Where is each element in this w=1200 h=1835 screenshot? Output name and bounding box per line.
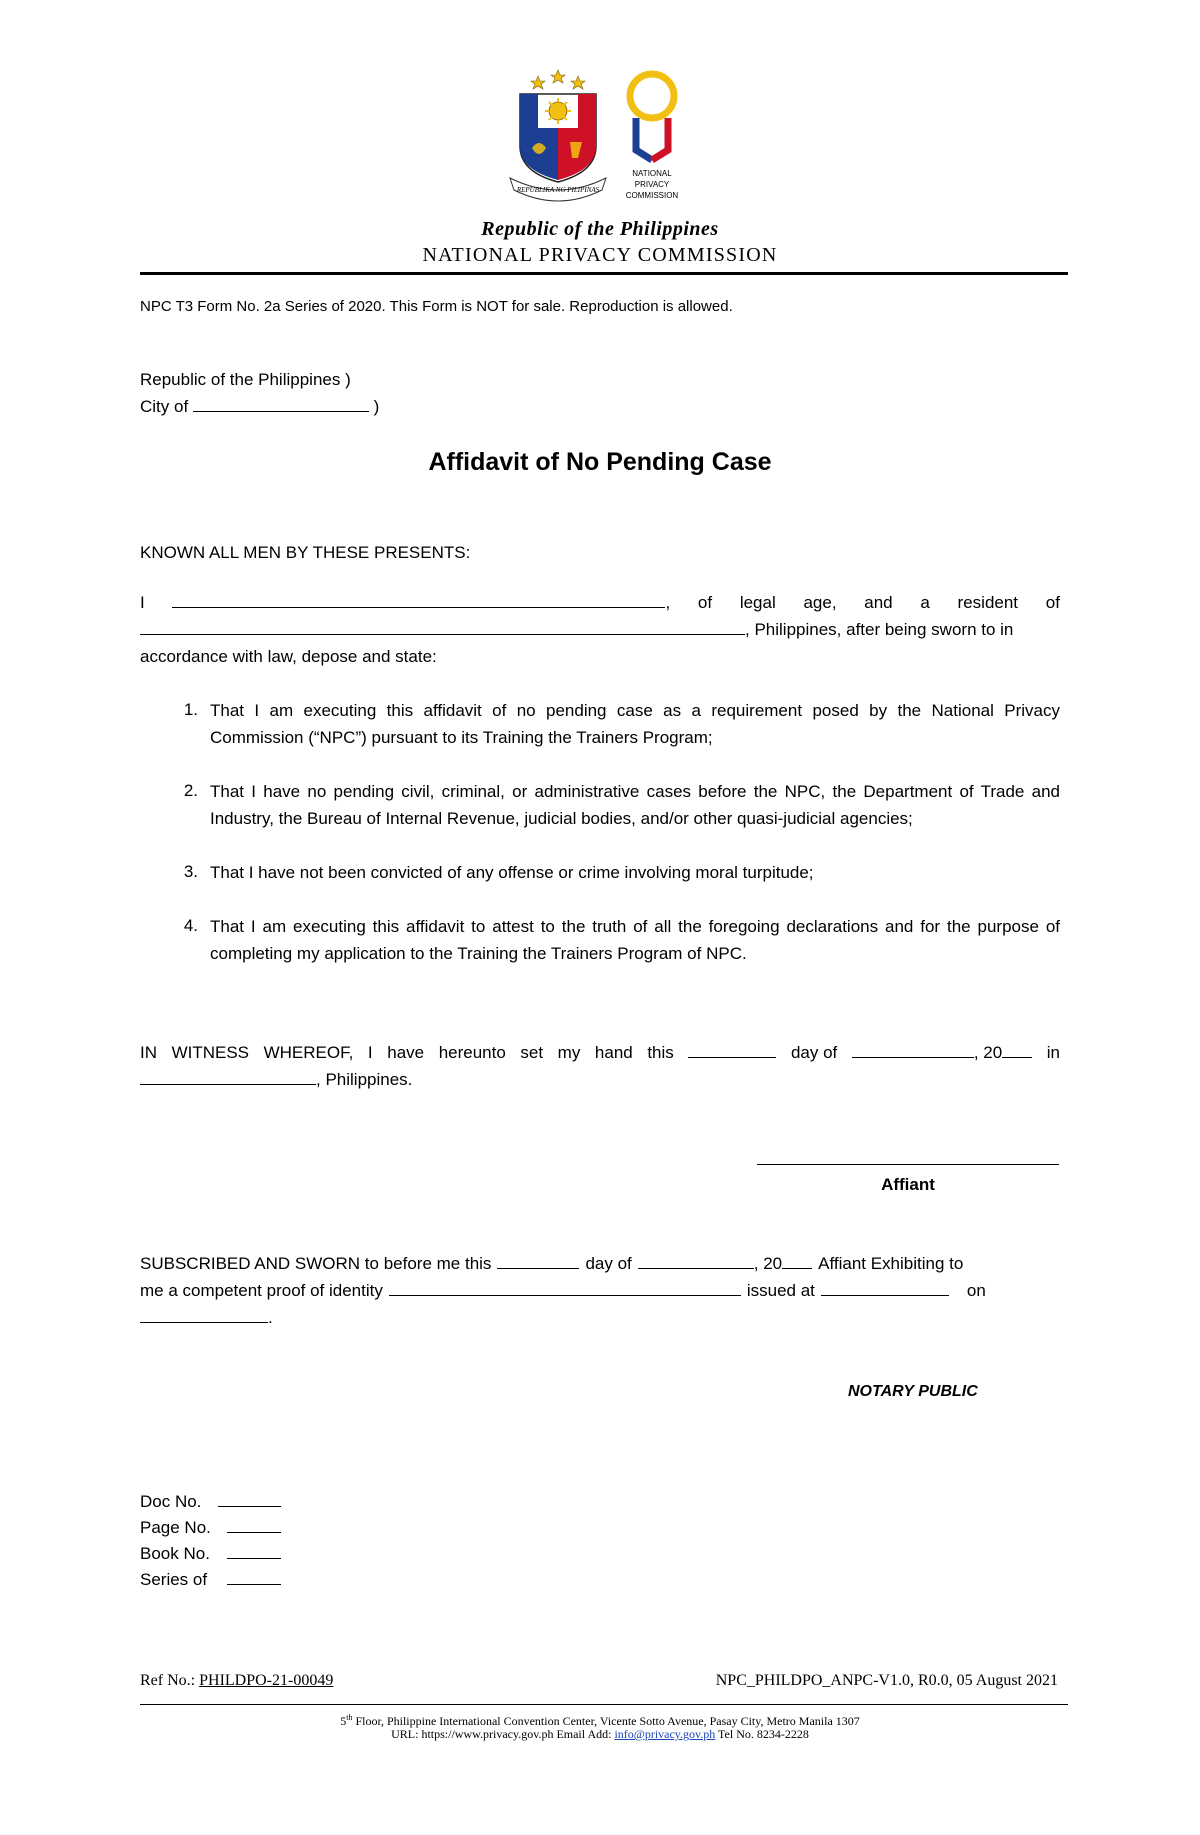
header-logos [508, 68, 698, 210]
clause-text: That I have no pending civil, criminal, or administrative cases before the NPC, the Department of Trade and Industry, the Bureau of Internal Revenue, judicial bodies, and/or other quasi-judicial agencies; [210, 782, 1060, 828]
known-all-men: KNOWN ALL MEN BY THESE PRESENTS: [140, 543, 471, 562]
record-label: Series of [140, 1570, 208, 1589]
witness-day-of: day of [790, 1043, 838, 1062]
sworn-line-2 [140, 1278, 1060, 1305]
witness-word: WHEREOF, [263, 1043, 354, 1062]
clause-item [140, 913, 1060, 967]
address-text: Floor, Philippine International Convention Center, Vicente Sotto Avenue, Pasay City, Metro Manila 1307 [352, 1714, 860, 1728]
clause-text: That I am executing this affidavit of no pending case as a requirement posed by the National Privacy Commission (“NPC”) pursuant to its Training the Trainers Program; [210, 701, 1060, 747]
record-field[interactable] [227, 1516, 281, 1533]
clause-number: 1. [183, 700, 198, 719]
witness-line-2 [140, 1067, 1060, 1094]
record-label: Page No. [140, 1518, 211, 1537]
record-line-doc [140, 1489, 281, 1515]
intro-word: age, [803, 593, 837, 612]
sworn-end: . [268, 1308, 273, 1327]
intro-paragraph [140, 590, 1060, 670]
witness-word: WITNESS [171, 1043, 250, 1062]
header-divider [140, 272, 1068, 275]
witness-word: I [367, 1043, 373, 1062]
website-text: URL: https://www.privacy.gov.ph Email Add: [391, 1727, 612, 1741]
floor-suffix: th [346, 1713, 353, 1722]
notarial-record [140, 1489, 281, 1593]
record-line-series [140, 1567, 281, 1593]
witness-in: in [1046, 1043, 1060, 1062]
republic-heading: Republic of the Philippines [481, 218, 719, 240]
floor-number: 5 [340, 1714, 347, 1728]
witness-place-field[interactable] [140, 1068, 316, 1085]
ref-label: Ref No.: [140, 1672, 196, 1689]
footer-divider [140, 1704, 1068, 1705]
witness-word: hand [594, 1043, 633, 1062]
sworn-on: on [966, 1281, 986, 1300]
intro-word: resident [957, 593, 1019, 612]
clause-number: 4. [183, 916, 198, 935]
sworn-line-3 [140, 1305, 1060, 1332]
clause-item [140, 859, 1060, 886]
sworn-paragraph [140, 1251, 1060, 1332]
clause-number: 2. [183, 781, 198, 800]
issued-at-field[interactable] [821, 1279, 949, 1296]
venue-republic-line: Republic of the Philippines ) [140, 370, 351, 389]
svg-text:REPUBLIKA NG PILIPINAS: REPUBLIKA NG PILIPINAS [516, 186, 600, 194]
city-suffix: ) [373, 397, 380, 416]
sworn-line-2-text: me a competent proof of identity [140, 1281, 383, 1300]
clause-text: That I have not been convicted of any offense or crime involving moral turpitude; [210, 863, 814, 882]
residence-field[interactable] [140, 618, 745, 635]
record-line-page [140, 1515, 281, 1541]
sworn-month-field[interactable]: , 20 [638, 1251, 812, 1277]
city-prefix: City of [140, 397, 189, 416]
witness-month-field[interactable]: , 20 [852, 1040, 1032, 1066]
witness-day-field[interactable] [688, 1041, 776, 1058]
intro-word: of [1045, 593, 1060, 612]
city-blank[interactable] [193, 395, 369, 412]
record-field[interactable] [227, 1568, 281, 1585]
sworn-issued-at: issued at [746, 1281, 815, 1300]
sworn-day-field[interactable] [497, 1252, 579, 1269]
venue-city-line [140, 394, 379, 420]
form-note: NPC T3 Form No. 2a Series of 2020. This Form is NOT for sale. Reproduction is allowed. [140, 298, 733, 315]
affiant-label: Affiant [881, 1175, 935, 1194]
witness-word: set [520, 1043, 544, 1062]
clause-item [140, 778, 1060, 832]
proof-of-identity-field[interactable] [389, 1279, 741, 1296]
clause-list [140, 697, 1060, 994]
witness-word: hereunto [438, 1043, 506, 1062]
commission-heading: NATIONAL PRIVACY COMMISSION [422, 244, 778, 266]
witness-word: my [557, 1043, 581, 1062]
email-link[interactable]: info@privacy.gov.ph [614, 1727, 716, 1741]
svg-text:PRIVACY: PRIVACY [634, 180, 670, 189]
ref-value: PHILDPO-21-00049 [199, 1672, 334, 1689]
telephone-text: Tel No. 8234-2228 [718, 1727, 809, 1741]
intro-word: legal [739, 593, 776, 612]
sworn-line-1 [140, 1251, 1060, 1278]
sworn-prefix: SUBSCRIBED AND SWORN to before me this [140, 1254, 492, 1273]
intro-line-3: accordance with law, depose and state: [140, 647, 437, 666]
intro-word: of [697, 593, 713, 612]
sworn-day-of: day of [585, 1254, 632, 1273]
record-field[interactable] [227, 1542, 281, 1559]
record-field[interactable] [218, 1490, 281, 1507]
document-title: Affidavit of No Pending Case [428, 448, 772, 476]
witness-word: have [387, 1043, 425, 1062]
witness-line-1 [140, 1040, 1060, 1067]
intro-line-2 [140, 617, 1060, 644]
philippine-seal [510, 70, 606, 201]
record-line-book [140, 1541, 281, 1567]
svg-text:COMMISSION: COMMISSION [625, 191, 679, 200]
record-label: Doc No. [140, 1492, 202, 1511]
clause-number: 3. [183, 862, 198, 881]
document-version: NPC_PHILDPO_ANPC-V1.0, R0.0, 05 August 2021 [715, 1672, 1058, 1689]
affiant-signature-line[interactable] [757, 1164, 1059, 1165]
intro-word: and [864, 593, 893, 612]
npc-logo [626, 74, 679, 200]
record-label: Book No. [140, 1544, 210, 1563]
affiant-name-field[interactable]: , [172, 590, 670, 616]
intro-word: I [140, 593, 145, 612]
footer-contact [0, 1726, 1200, 1742]
reference-number [140, 1672, 333, 1690]
intro-line-1 [140, 590, 1060, 617]
clause-text: That I am executing this affidavit to attest to the truth of all the foregoing declarations and for the purpose of completing my application to the Training the Trainers Program of NPC. [210, 917, 1060, 963]
witness-paragraph [140, 1040, 1060, 1094]
sworn-exhibiting: Affiant Exhibiting to [818, 1254, 964, 1273]
witness-line-2-text: , Philippines. [316, 1070, 413, 1089]
witness-word: this [647, 1043, 674, 1062]
witness-word: IN [140, 1043, 157, 1062]
intro-word: a [920, 593, 930, 612]
svg-text:NATIONAL: NATIONAL [632, 169, 672, 178]
notary-public-label: NOTARY PUBLIC [848, 1383, 978, 1400]
clause-item [140, 697, 1060, 751]
issued-on-field[interactable] [140, 1306, 268, 1323]
intro-line-2-text: , Philippines, after being sworn to in [745, 620, 1014, 639]
